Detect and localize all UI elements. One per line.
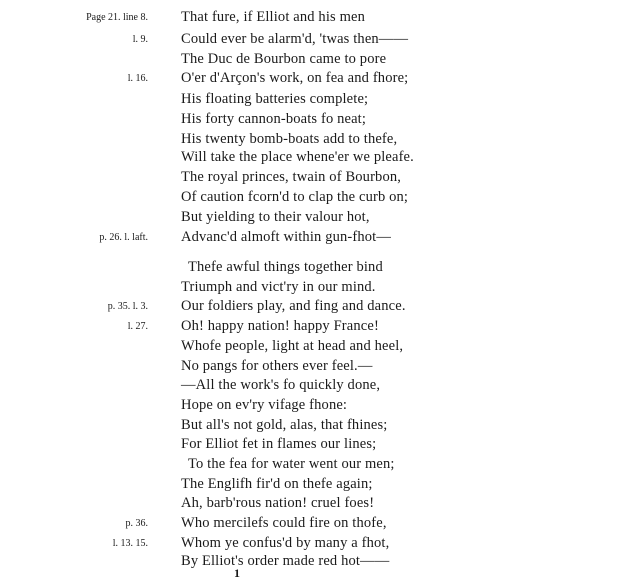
verse-text: To the fea for water went our men; xyxy=(188,456,395,472)
verse-text: No pangs for others ever feel.— xyxy=(181,358,373,374)
verse-text: But all's not gold, alas, that fhines; xyxy=(181,417,388,433)
verse-text: Thefe awful things together bind xyxy=(188,259,383,275)
verse-text: By Elliot's order made red hot—— xyxy=(181,553,390,569)
verse-line-22 xyxy=(0,436,640,458)
verse-line-6 xyxy=(0,111,640,133)
verse-text: For Elliot fet in flames our lines; xyxy=(181,436,377,452)
margin-reference: p. 35. l. 3. xyxy=(107,301,148,312)
verse-text: His forty cannon-boats fo neat; xyxy=(181,111,367,127)
verse-line-28 xyxy=(0,553,640,575)
margin-reference: p. 26. l. laft. xyxy=(99,232,148,243)
verse-line-10 xyxy=(0,189,640,211)
verse-line-4 xyxy=(0,70,640,92)
verse-line-19 xyxy=(0,377,640,399)
margin-reference: l. 13. 15. xyxy=(112,538,148,549)
verse-text: The Duc de Bourbon came to pore xyxy=(181,51,387,67)
verse-line-12 xyxy=(0,229,640,251)
verse-text: Our foldiers play, and fing and dance. xyxy=(181,298,406,314)
verse-text: Ah, barb'rous nation! cruel foes! xyxy=(181,495,375,511)
margin-reference: l. 9. xyxy=(132,34,148,45)
margin-reference: l. 16. xyxy=(127,73,148,84)
page-number: 1 xyxy=(234,566,240,580)
verse-text: Could ever be alarm'd, 'twas then—— xyxy=(181,31,409,47)
verse-text: Of caution fcorn'd to clap the curb on; xyxy=(181,189,409,205)
verse-line-23 xyxy=(0,456,640,478)
verse-text: Who mercilefs could fire on thofe, xyxy=(181,515,387,531)
verse-text: Whofe people, light at head and heel, xyxy=(181,338,404,354)
verse-line-25 xyxy=(0,495,640,517)
verse-text: His twenty bomb-boats add to thefe, xyxy=(181,131,398,147)
verse-text: But yielding to their valour hot, xyxy=(181,209,370,225)
verse-text: The Englifh fir'd on thefe again; xyxy=(181,476,373,492)
verse-line-1 xyxy=(0,9,640,31)
verse-line-2 xyxy=(0,31,640,53)
verse-text: That fure, if Elliot and his men xyxy=(181,9,365,25)
margin-reference: Page 21. line 8. xyxy=(86,12,148,23)
verse-text: Will take the place whene'er we pleafe. xyxy=(181,149,414,165)
verse-text: His floating batteries complete; xyxy=(181,91,369,107)
verse-line-9 xyxy=(0,169,640,191)
verse-line-11 xyxy=(0,209,640,231)
verse-text: Advanc'd almoft within gun-fhot— xyxy=(181,229,391,245)
verse-text: Hope on ev'ry vifage fhone: xyxy=(181,397,348,413)
verse-line-26 xyxy=(0,515,640,537)
margin-reference: p. 36. xyxy=(125,518,148,529)
verse-text: O'er d'Arçon's work, on fea and fhore; xyxy=(181,70,409,86)
verse-text: —All the work's fo quickly done, xyxy=(181,377,381,393)
verse-text: The royal princes, twain of Bourbon, xyxy=(181,169,402,185)
verse-line-15 xyxy=(0,298,640,320)
verse-line-17 xyxy=(0,338,640,360)
verse-line-20 xyxy=(0,397,640,419)
verse-line-8 xyxy=(0,149,640,171)
verse-text: Oh! happy nation! happy France! xyxy=(181,318,379,334)
verse-text: Triumph and vict'ry in our mind. xyxy=(181,279,376,295)
verse-line-13 xyxy=(0,259,640,281)
verse-line-16 xyxy=(0,318,640,340)
margin-reference: l. 27. xyxy=(127,321,148,332)
verse-text: Whom ye confus'd by many a fhot, xyxy=(181,535,390,551)
verse-line-5 xyxy=(0,91,640,113)
